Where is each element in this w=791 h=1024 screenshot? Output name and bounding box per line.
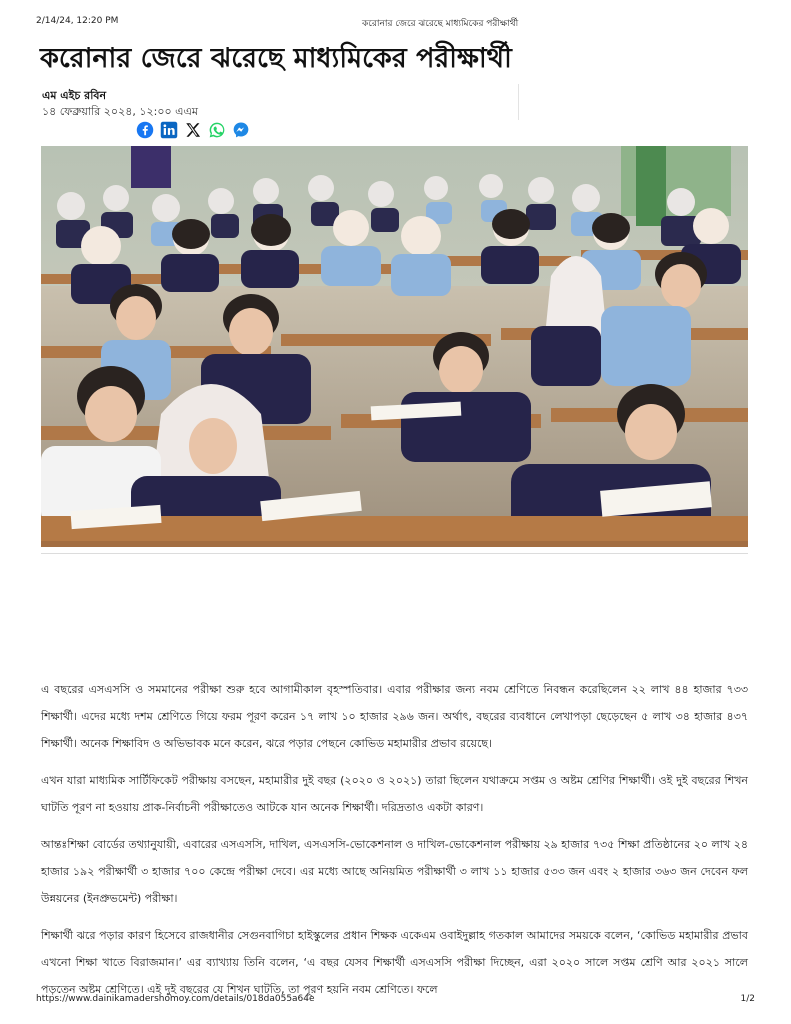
facebook-icon[interactable]: [136, 121, 154, 139]
paragraph: এখন যারা মাধ্যমিক সার্টিফিকেট পরীক্ষায় বসছেন, মহামারীর দুই বছর (২০২০ ও ২০২১) তারা ছিলেন যথাক্রমে সপ্তম ও অষ্টম শ্রেণির শিক্ষার্থী। ওই দুই বছরের শিখন ঘাটতি পূরণ না হওয়ায় প্রাক-নির্বাচনী পরীক্ষাতেও আটকে যান অনেক শিক্ষার্থী। দরিদ্রতাও একটা কারণ।: [41, 774, 748, 814]
share-bar: [136, 120, 250, 140]
messenger-icon[interactable]: [232, 121, 250, 139]
page-number: 1/2: [740, 994, 755, 1004]
author-name[interactable]: এম এইচ রবিন: [42, 89, 107, 102]
article-body: [41, 676, 748, 1013]
byline: [40, 84, 530, 124]
publish-date: ১৪ ফেব্রুয়ারি ২০২৪, ১২:০০ এএম: [42, 105, 199, 118]
linkedin-icon[interactable]: [160, 121, 178, 139]
separator: [41, 553, 748, 554]
print-doc-title: করোনার জেরে ঝরেছে মাধ্যমিকের পরীক্ষার্থী: [362, 19, 519, 29]
hero-image: [41, 146, 748, 547]
print-footer: [36, 994, 755, 1008]
divider: [518, 84, 519, 120]
paragraph: আন্তঃশিক্ষা বোর্ডের তথ্যানুযায়ী, এবারের এসএসসি, দাখিল, এসএসসি-ভোকেশনাল ও দাখিল-ভোকেশনাল পরীক্ষায় ২৯ হাজার ৭৩৫ শিক্ষা প্রতিষ্ঠানের ২০ লাখ ২৪ হাজার ১৯২ পরীক্ষার্থী ৩ হাজার ৭০০ কেন্দ্রে পরীক্ষা দেবে। এর মধ্যে আছে অনিয়মিত পরীক্ষার্থী ৩ লাখ ১১ হাজার ৫৩৩ জন এবং ২ হাজার ৩৬৩ জন দেবেন ফল উন্নয়নের (ইনপ্রুভমেন্ট) পরীক্ষা।: [41, 838, 748, 905]
page-url[interactable]: https://www.dainikamadershomoy.com/details/018da055a64e: [36, 994, 315, 1004]
paragraph: এ বছরের এসএসসি ও সমমানের পরীক্ষা শুরু হবে আগামীকাল বৃহস্পতিবার। এবার পরীক্ষার জন্য নবম শ্রেণিতে নিবন্ধন করেছিলেন ২২ লাখ ৪৪ হাজার ৭৩৩ শিক্ষার্থী। এদের মধ্যে দশম শ্রেণিতে গিয়ে ফরম পূরণ করেন ১৭ লাখ ১০ হাজার ২৯৬ জন। অর্থাৎ, বছরের ব্যবধানে লেখাপড়া ছেড়েছেন ৫ লাখ ৩৪ হাজার ৪৩৭ শিক্ষার্থী। অনেক শিক্ষাবিদ ও অভিভাবক মনে করেন, ঝরে পড়ার পেছনে কোভিড মহামারীর প্রভাব রয়েছে।: [41, 683, 748, 750]
print-header: [36, 16, 755, 30]
article-headline: করোনার জেরে ঝরেছে মাধ্যমিকের পরীক্ষার্থী: [40, 43, 512, 74]
x-icon[interactable]: [184, 121, 202, 139]
whatsapp-icon[interactable]: [208, 121, 226, 139]
print-timestamp: 2/14/24, 12:20 PM: [36, 16, 119, 26]
paragraph: শিক্ষার্থী ঝরে পড়ার কারণ হিসেবে রাজধানীর সেগুনবাগিচা হাইস্কুলের প্রধান শিক্ষক একেএম ওবাইদুল্লাহ গতকাল আমাদের সময়কে বলেন, ‘কোভিড মহামারীর প্রভাব এখনো শিক্ষা খাতে বিরাজমান।’ এর ব্যাখ্যায় তিনি বলেন, ‘এ বছর যেসব শিক্ষার্থী এসএসসি পরীক্ষা দিচ্ছেন, এরা ২০২০ সালে সপ্তম শ্রেণি আর ২০২১ সালে পড়তেন অষ্টম শ্রেণিতে। এই দুই বছরের যে শিখন ঘাটতি, তা পূরণ হয়নি নবম শ্রেণিতে। ফলে: [41, 929, 748, 996]
exam-hall-photo: [41, 146, 748, 547]
